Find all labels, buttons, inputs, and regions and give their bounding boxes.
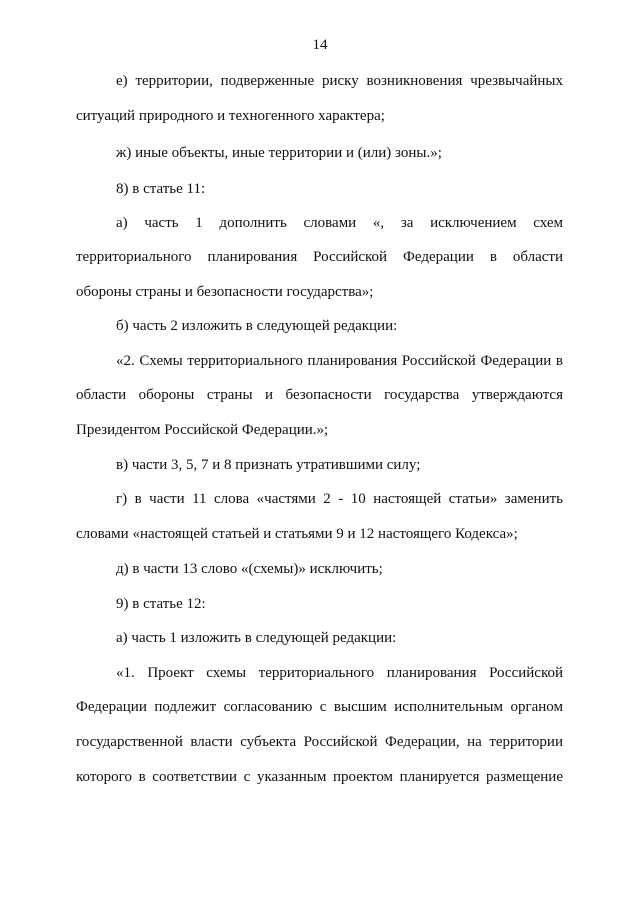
- text-line: Федерации подлежит согласованию с высшим исполнительным органом: [76, 699, 563, 715]
- text-line: г) в части 11 слова «частями 2 - 10 настоящей статьи» заменить: [116, 491, 563, 507]
- text-line: области обороны страны и безопасности государства утверждаются: [76, 387, 563, 403]
- page-number: 14: [312, 37, 328, 53]
- text-line: 8) в статье 11:: [116, 181, 206, 197]
- text-line: обороны страны и безопасности государства»;: [76, 284, 374, 300]
- text-line: д) в части 13 слово «(схемы)» исключить;: [116, 561, 383, 577]
- text-line: словами «настоящей статьей и статьями 9 и 12 настоящего Кодекса»;: [76, 526, 518, 542]
- text-line: территориального планирования Российской Федерации в области: [76, 249, 563, 265]
- text-line: «2. Схемы территориального планирования Российской Федерации в: [116, 353, 563, 369]
- text-line: «1. Проект схемы территориального планирования Российской: [116, 665, 563, 681]
- text-line: ж) иные объекты, иные территории и (или) зоны.»;: [116, 145, 442, 161]
- text-line: 9) в статье 12:: [116, 596, 206, 612]
- text-line: в) части 3, 5, 7 и 8 признать утратившими силу;: [116, 457, 421, 473]
- text-line: е) территории, подверженные риску возникновения чрезвычайных: [116, 73, 563, 89]
- text-line: ситуаций природного и техногенного характера;: [76, 108, 385, 124]
- text-line: которого в соответствии с указанным проектом планируется размещение: [76, 769, 563, 785]
- text-line: а) часть 1 изложить в следующей редакции:: [116, 630, 397, 646]
- text-line: государственной власти субъекта Российской Федерации, на территории: [76, 734, 563, 750]
- text-line: б) часть 2 изложить в следующей редакции:: [116, 318, 398, 334]
- text-line: Президентом Российской Федерации.»;: [76, 422, 329, 438]
- text-line: а) часть 1 дополнить словами «, за исключением схем: [116, 215, 563, 231]
